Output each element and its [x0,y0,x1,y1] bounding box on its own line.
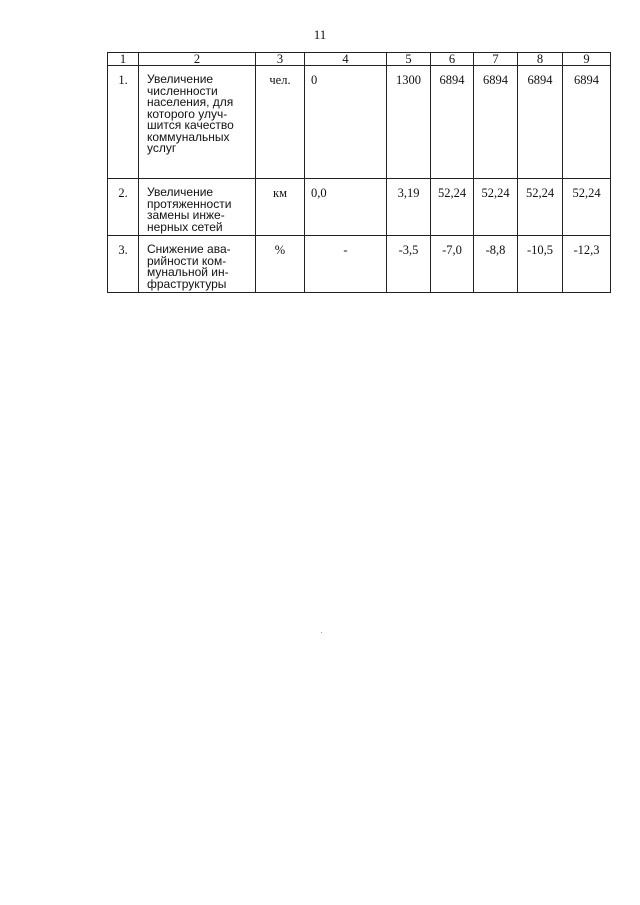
column-header: 2 [139,53,256,66]
value-cell: 6894 [474,66,518,179]
unit-cell: % [256,236,305,293]
value-cell: -3,5 [387,236,431,293]
column-header: 3 [256,53,305,66]
value-cell: 6894 [518,66,563,179]
base-value-cell: - [305,236,387,293]
table-row [108,236,611,293]
indicator-name: Снижение ава-рийности ком-мунальной ин-фраструктуры [139,236,256,293]
indicator-name: Увеличение численности населения, для которого улуч-шится качество коммунальных услуг [139,66,256,179]
scan-speck [321,632,322,633]
indicator-name: Увеличение протяженности замены инже-нерных сетей [139,179,256,236]
value-cell: -8,8 [474,236,518,293]
value-cell: 6894 [563,66,611,179]
table-row [108,179,611,236]
value-cell: 52,24 [431,179,474,236]
indicators-table [107,52,611,293]
base-value-cell: 0,0 [305,179,387,236]
column-header: 6 [431,53,474,66]
column-header: 5 [387,53,431,66]
value-cell: 6894 [431,66,474,179]
value-cell: 1300 [387,66,431,179]
table-row [108,66,611,179]
value-cell: 52,24 [563,179,611,236]
column-header: 9 [563,53,611,66]
row-number: 3. [108,236,139,293]
value-cell: -12,3 [563,236,611,293]
page-number: 11 [313,27,327,42]
value-cell: 52,24 [518,179,563,236]
column-header: 4 [305,53,387,66]
column-header: 8 [518,53,563,66]
value-cell: -10,5 [518,236,563,293]
value-cell: 52,24 [474,179,518,236]
value-cell: 3,19 [387,179,431,236]
unit-cell: чел. [256,66,305,179]
row-number: 1. [108,66,139,179]
value-cell: -7,0 [431,236,474,293]
row-number: 2. [108,179,139,236]
unit-cell: км [256,179,305,236]
column-header: 1 [108,53,139,66]
header-row [108,53,611,66]
column-header: 7 [474,53,518,66]
base-value-cell: 0 [305,66,387,179]
